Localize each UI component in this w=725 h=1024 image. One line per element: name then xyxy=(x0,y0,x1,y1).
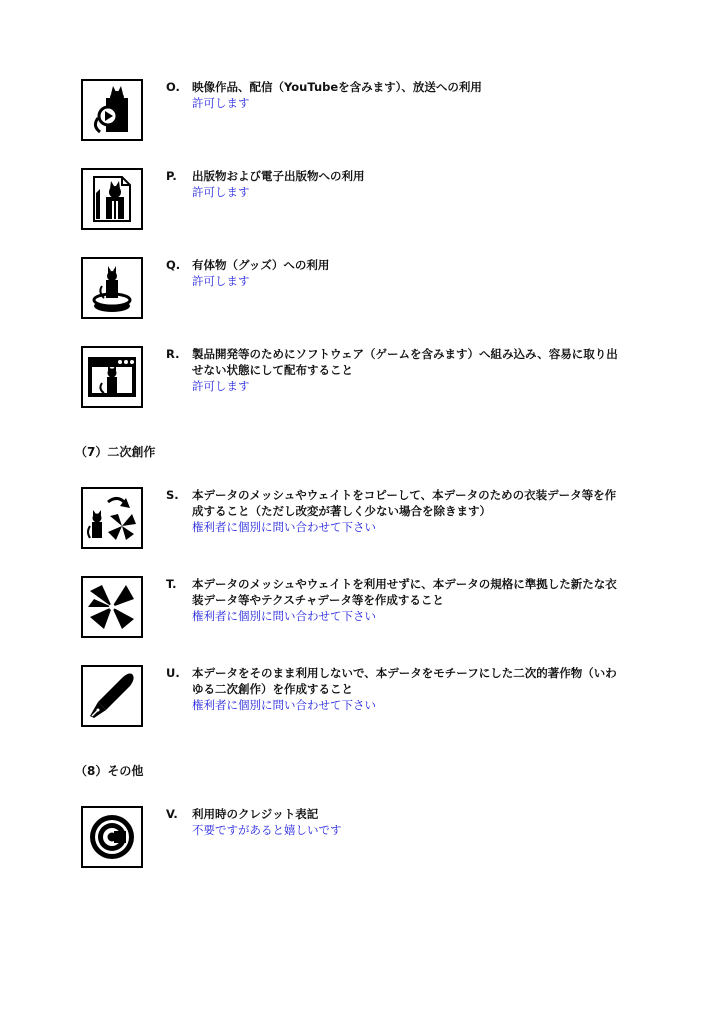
item-status: 権利者に個別に問い合わせて下さい xyxy=(192,698,376,712)
software-icon xyxy=(81,346,143,408)
item-status: 許可します xyxy=(192,379,250,393)
item-letter: Q. xyxy=(166,258,181,272)
item-letter: T. xyxy=(166,577,177,591)
item-letter: V. xyxy=(166,807,178,821)
book-icon xyxy=(81,168,143,230)
section-heading-derivative: （7）二次創作 xyxy=(75,445,156,459)
item-status: 許可します xyxy=(192,274,250,288)
pen-icon xyxy=(81,665,143,727)
item-letter: R. xyxy=(166,347,180,361)
item-letter: O. xyxy=(166,80,180,94)
item-letter: S. xyxy=(166,488,179,502)
item-title-line-1: 本データをそのまま利用しないで、本データをモチーフにした二次的著作物（いわ xyxy=(192,666,617,680)
item-title: 利用時のクレジット表記 xyxy=(192,807,319,821)
item-status: 権利者に個別に問い合わせて下さい xyxy=(192,609,376,623)
goods-icon xyxy=(81,257,143,319)
item-title-line-1: 本データのメッシュやウェイトを利用せずに、本データの規格に準拠した新たな衣 xyxy=(192,577,617,591)
item-title: 映像作品、配信（YouTubeを含みます）、放送への利用 xyxy=(192,80,482,94)
item-status: 許可します xyxy=(192,96,250,110)
item-title-line-2: せない状態にして配布すること xyxy=(192,363,353,377)
item-title-line-1: 製品開発等のためにソフトウェア（ゲームを含みます）へ組み込み、容易に取り出 xyxy=(192,347,618,361)
copyright-icon xyxy=(81,806,143,868)
costume-new-icon xyxy=(81,576,143,638)
costume-copy-icon xyxy=(81,487,143,549)
item-status: 権利者に個別に問い合わせて下さい xyxy=(192,520,376,534)
item-title-line-1: 本データのメッシュやウェイトをコピーして、本データのための衣装データ等を作 xyxy=(192,488,617,502)
item-letter: U. xyxy=(166,666,180,680)
item-title: 有体物（グッズ）への利用 xyxy=(192,258,330,272)
item-title-line-2: ゆる二次創作）を作成すること xyxy=(192,682,353,696)
item-letter: P. xyxy=(166,169,177,183)
section-heading-other: （8）その他 xyxy=(75,764,144,778)
item-title-line-2: 成すること（ただし改変が著しく少ない場合を除きます） xyxy=(192,504,491,518)
video-icon xyxy=(81,79,143,141)
item-title-line-2: 装データ等やテクスチャデータ等を作成すること xyxy=(192,593,444,607)
item-status: 不要ですがあると嬉しいです xyxy=(192,823,342,837)
item-title: 出版物および電子出版物への利用 xyxy=(192,169,365,183)
item-status: 許可します xyxy=(192,185,250,199)
